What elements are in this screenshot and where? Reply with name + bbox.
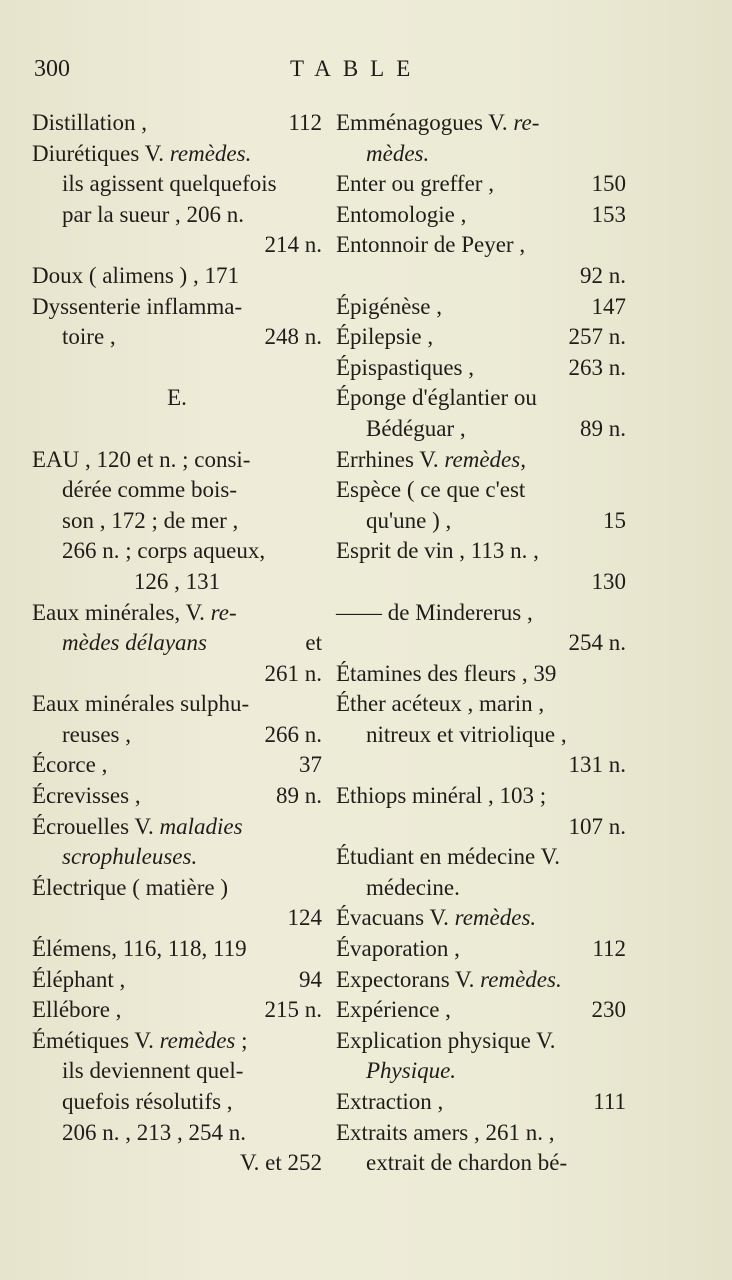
entry-page: 266 n. — [264, 721, 322, 747]
index-entry — [336, 475, 626, 506]
index-entry — [32, 475, 322, 506]
entry-text — [32, 447, 250, 472]
entry-text — [569, 752, 627, 777]
index-entry — [32, 598, 322, 629]
entry-text — [336, 661, 556, 686]
index-entry — [336, 353, 626, 384]
index-entry — [32, 995, 322, 1026]
entry-text — [336, 1028, 556, 1053]
index-entry — [336, 169, 626, 200]
entry-term: 92 n. — [580, 262, 626, 288]
entry-term: Écrevisses , — [32, 783, 141, 809]
entry-text — [62, 1120, 246, 1145]
index-entry — [32, 261, 322, 292]
entry-page: 153 — [591, 201, 626, 227]
entry-term: 124 — [287, 905, 322, 931]
index-entry — [32, 108, 322, 139]
entry-text — [134, 569, 220, 594]
entry-page: 37 — [299, 752, 322, 778]
entry-text — [366, 141, 429, 166]
entry-text — [265, 232, 323, 257]
entry-term: Ellébore , — [32, 997, 122, 1023]
index-entry — [336, 1148, 626, 1179]
entry-text — [62, 508, 238, 533]
entry-term: 266 n. ; corps aqueux, — [62, 538, 266, 564]
entry-term: dérée comme bois- — [62, 477, 237, 503]
entry-text — [62, 844, 197, 869]
entry-term: Épilepsie , — [336, 324, 434, 350]
entry-reference: mèdes. — [366, 140, 430, 166]
index-entry — [32, 230, 322, 261]
entry-term: qu'une ) , — [366, 507, 452, 533]
entry-text — [336, 477, 525, 502]
index-entry — [336, 812, 626, 843]
index-entry — [32, 689, 322, 720]
entry-reference: remèdes. — [169, 140, 252, 166]
entry-term: 130 — [591, 568, 626, 594]
entry-term: Évaporation , — [336, 936, 460, 962]
index-entry — [32, 903, 322, 934]
entry-term: Ethiops minéral , 103 ; — [336, 783, 547, 809]
entry-term: 261 n. — [264, 660, 322, 686]
entry-term: EAU , 120 et n. ; consi- — [32, 446, 251, 472]
entry-term: Extraction , — [336, 1089, 444, 1114]
entry-term: Épispastiques , — [336, 354, 474, 380]
index-entry — [336, 1087, 626, 1118]
index-entry — [336, 536, 626, 567]
index-entry — [336, 445, 626, 476]
entry-term: reuses , — [62, 721, 131, 747]
index-entry — [32, 1148, 322, 1179]
entry-text — [336, 447, 526, 472]
index-entry — [336, 842, 626, 873]
index-entry — [32, 506, 322, 537]
index-entry — [336, 750, 626, 781]
entry-reference: remèdes, — [444, 446, 526, 472]
index-entry — [336, 934, 626, 965]
entry-term: Éléphant , — [32, 966, 126, 992]
entry-text — [62, 171, 277, 196]
entry-term: V. et 252 — [240, 1150, 322, 1176]
entry-term: Éther acéteux , marin , — [336, 691, 545, 717]
entry-text — [336, 385, 537, 410]
index-entry — [32, 139, 322, 170]
entry-text — [336, 600, 533, 625]
entry-page: 112 — [288, 110, 322, 135]
entry-text — [62, 538, 265, 563]
page-number: 300 — [34, 56, 70, 82]
entry-term: Éponge d'églantier ou — [336, 385, 537, 411]
entry-text — [592, 569, 627, 594]
entry-text — [336, 538, 539, 563]
index-entry — [32, 292, 322, 323]
entry-text — [62, 1058, 243, 1083]
entry-term: Eaux minérales, V. — [32, 599, 211, 625]
entry-text — [580, 263, 626, 288]
entry-text — [336, 844, 560, 869]
index-entry — [32, 1056, 322, 1087]
entry-reference: remèdes — [159, 1027, 236, 1053]
index-entry — [336, 506, 626, 537]
index-entry — [336, 781, 626, 812]
entry-reference: Physique. — [366, 1058, 457, 1084]
index-entry — [32, 353, 322, 384]
index-entry — [336, 200, 626, 231]
entry-term: Entonnoir de Peyer , — [336, 232, 526, 258]
index-entry — [32, 169, 322, 200]
entry-term: Dyssenterie inflamma- — [32, 293, 243, 319]
index-entry — [336, 414, 626, 445]
entry-text — [167, 385, 187, 410]
entry-text — [32, 691, 249, 716]
index-entry — [336, 689, 626, 720]
entry-term: 254 n. — [568, 630, 626, 656]
index-entry — [32, 720, 322, 751]
entry-term: Expectorans V. — [336, 966, 481, 992]
entry-tail: et — [305, 630, 322, 656]
entry-term: 206 n. , 213 , 254 n. — [62, 1119, 246, 1145]
index-entry — [336, 720, 626, 751]
entry-reference: remèdes. — [454, 905, 537, 931]
entry-term: 131 n. — [568, 752, 626, 778]
index-entry — [336, 659, 626, 690]
index-entry — [336, 1056, 626, 1087]
entry-page: 89 n. — [276, 783, 322, 809]
entry-term: médecine. — [366, 874, 460, 900]
index-entry — [336, 292, 626, 323]
entry-page: 94 — [299, 966, 322, 992]
index-entry — [336, 903, 626, 934]
index-entry — [32, 536, 322, 567]
entry-page: 215 n. — [264, 997, 322, 1023]
entry-term: Écorce , — [32, 752, 108, 778]
entry-text — [288, 905, 323, 930]
entry-term: Évacuans V. — [336, 905, 455, 931]
index-entry — [336, 965, 626, 996]
entry-text — [32, 936, 247, 961]
index-entry — [32, 567, 322, 598]
entry-text — [336, 905, 536, 930]
entry-term: Errhines V. — [336, 446, 445, 472]
entry-page: 248 n. — [264, 324, 322, 350]
entry-term: ils agissent quelquefois — [62, 171, 277, 197]
index-entry — [336, 567, 626, 598]
index-entry — [32, 934, 322, 965]
entry-term: Étudiant en médecine V. — [336, 844, 560, 870]
entry-term: 107 n. — [568, 813, 626, 839]
index-entry — [336, 230, 626, 261]
entry-reference: re- — [210, 599, 237, 625]
entry-text — [32, 875, 228, 900]
entry-term: Électrique ( matière ) — [32, 874, 229, 900]
index-entry — [336, 261, 626, 292]
entry-term: Extraits amers , 261 n. , — [336, 1119, 555, 1145]
entry-tail: ; — [235, 1027, 248, 1053]
entry-page: 15 — [603, 507, 626, 533]
entry-text — [32, 294, 242, 319]
index-entry — [32, 659, 322, 690]
index-entry — [32, 628, 322, 659]
entry-text — [62, 628, 207, 659]
entry-text — [32, 263, 239, 288]
entry-page: 230 — [591, 997, 626, 1023]
entry-page: 147 — [591, 293, 626, 319]
index-entry — [336, 873, 626, 904]
entry-term: par la sueur , 206 n. — [62, 201, 245, 227]
left-index-column — [32, 108, 322, 1179]
entry-text — [569, 630, 627, 655]
entry-term: Expérience , — [336, 997, 451, 1023]
entry-term: extrait de chardon bé- — [366, 1150, 568, 1176]
entry-term: Étamines des fleurs , 39 — [336, 660, 557, 686]
index-entry — [32, 445, 322, 476]
index-entry — [32, 873, 322, 904]
entry-term: Diurétiques V. — [32, 140, 170, 166]
entry-term: Emménagogues V. — [336, 110, 514, 135]
entry-term: Écrouelles V. — [32, 813, 160, 839]
entry-page: 111 — [593, 1089, 626, 1114]
entry-text — [62, 1089, 233, 1114]
index-entry — [336, 1026, 626, 1057]
entry-reference: scrophuleuses. — [62, 844, 198, 870]
index-entry — [32, 200, 322, 231]
entry-term: Enter ou greffer , — [336, 171, 494, 197]
page-header — [34, 56, 634, 92]
entry-page: 150 — [591, 171, 626, 197]
entry-term: Espèce ( ce que c'est — [336, 477, 526, 503]
entry-page: 112 — [592, 936, 626, 962]
entry-text — [32, 141, 251, 166]
entry-term: Élémens, 116, 118, 119 — [32, 936, 247, 962]
index-entry — [336, 139, 626, 170]
index-entry — [32, 414, 322, 445]
entry-reference: re- — [513, 110, 540, 135]
index-entry — [32, 781, 322, 812]
entry-term: Explication physique V. — [336, 1027, 556, 1053]
index-entry — [32, 965, 322, 996]
entry-page: 257 n. — [568, 324, 626, 350]
entry-term: son , 172 ; de mer , — [62, 507, 239, 533]
index-entry — [32, 1026, 322, 1057]
entry-term: toire , — [62, 324, 116, 350]
entry-term: Esprit de vin , 113 n. , — [336, 538, 539, 564]
index-entry — [336, 995, 626, 1026]
entry-text — [569, 814, 627, 839]
index-entry — [336, 628, 626, 659]
entry-term: Distillation , — [32, 110, 147, 135]
index-entry — [32, 383, 322, 414]
entry-text — [336, 691, 544, 716]
entry-text — [366, 722, 567, 747]
index-entry — [32, 322, 322, 353]
index-entry — [32, 1118, 322, 1149]
page-title: TABLE — [290, 56, 423, 81]
entry-text — [32, 814, 243, 839]
entry-term: Émétiques V. — [32, 1027, 160, 1053]
entry-text — [265, 661, 323, 686]
entry-text — [336, 1120, 554, 1145]
entry-reference: remèdes. — [480, 966, 562, 992]
index-entry — [32, 1087, 322, 1118]
entry-reference: mèdes délayans — [62, 630, 207, 656]
index-entry — [336, 598, 626, 629]
entry-term: Bédéguar , — [366, 415, 466, 441]
entry-term: quefois résolutifs , — [62, 1089, 233, 1114]
index-entry — [336, 108, 626, 139]
entry-term: E. — [167, 385, 187, 411]
entry-term: —— de Mindererus , — [336, 599, 533, 625]
entry-text — [336, 110, 539, 135]
entry-term: Entomologie , — [336, 201, 467, 227]
entry-text — [336, 783, 546, 808]
entry-text — [336, 232, 525, 257]
entry-text — [366, 1150, 567, 1175]
entry-term: 126 , 131 — [133, 568, 221, 594]
entry-page: 263 n. — [568, 354, 626, 380]
entry-text — [32, 1028, 248, 1053]
index-entry — [32, 812, 322, 843]
index-entry — [32, 842, 322, 873]
entry-term: 214 n. — [264, 232, 322, 258]
entry-term: nitreux et vitriolique , — [366, 721, 567, 747]
entry-term: Doux ( alimens ) , 171 — [32, 262, 239, 288]
entry-term: Épigénèse , — [336, 293, 443, 319]
index-entry — [336, 1118, 626, 1149]
entry-term: Eaux minérales sulphu- — [32, 691, 250, 717]
entry-text — [240, 1150, 322, 1175]
entry-page: 89 n. — [580, 415, 626, 441]
entry-text — [32, 600, 237, 625]
entry-text — [366, 1058, 456, 1083]
index-entry — [32, 750, 322, 781]
entry-reference: maladies — [159, 813, 243, 839]
entry-text — [336, 967, 562, 992]
right-index-column — [336, 108, 626, 1179]
index-entry — [336, 383, 626, 414]
entry-term: ils deviennent quel- — [62, 1058, 244, 1084]
entry-text — [62, 477, 237, 502]
index-entry — [336, 322, 626, 353]
entry-text — [366, 875, 460, 900]
